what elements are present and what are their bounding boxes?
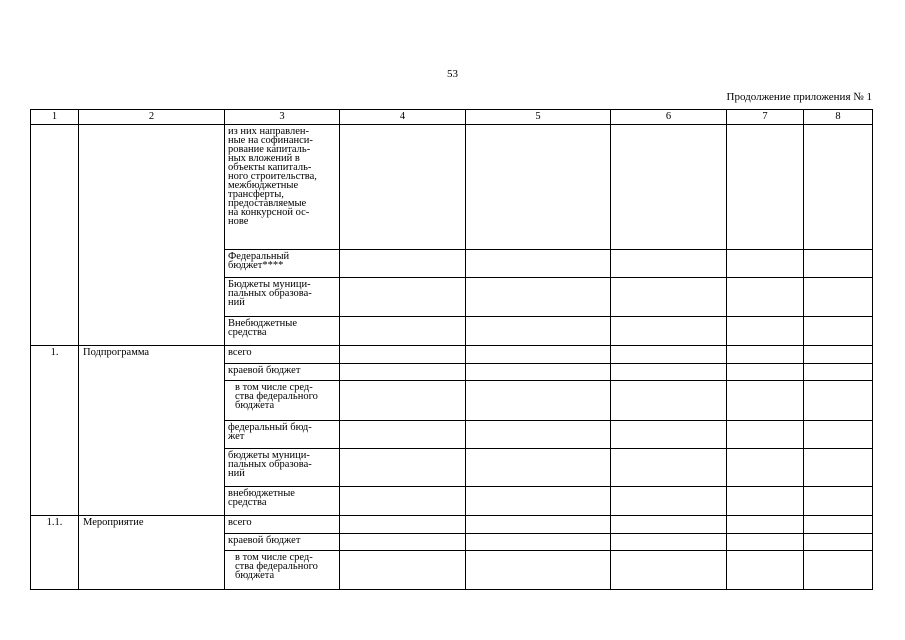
funding-source-cell: всего xyxy=(225,516,340,534)
column-header: 8 xyxy=(804,110,873,125)
table-header-row xyxy=(31,110,873,125)
row-name-cell: Подпрограмма xyxy=(79,346,225,516)
row-number-cell: 1.1. xyxy=(31,516,79,590)
table-row xyxy=(31,516,873,534)
funding-source-cell: в том числе сред- ства федерального бюджета xyxy=(225,551,340,590)
funding-source-cell: федеральный бюд- жет xyxy=(225,421,340,449)
funding-source-cell: Бюджеты муници- пальных образова- ний xyxy=(225,278,340,317)
funding-source-cell: краевой бюджет xyxy=(225,364,340,381)
column-header: 1 xyxy=(31,110,79,125)
row-name-cell: Мероприятие xyxy=(79,516,225,590)
row-name-cell xyxy=(79,125,225,346)
column-header: 3 xyxy=(225,110,340,125)
funding-source-cell: внебюджетные средства xyxy=(225,487,340,516)
row-number-cell: 1. xyxy=(31,346,79,516)
column-header: 7 xyxy=(727,110,804,125)
table-row xyxy=(31,346,873,364)
column-header: 5 xyxy=(466,110,611,125)
table-row xyxy=(31,125,873,250)
column-header: 6 xyxy=(611,110,727,125)
appendix-continuation-note: Продолжение приложения № 1 xyxy=(726,91,872,103)
funding-source-cell: Внебюджетные средства xyxy=(225,317,340,346)
funding-source-cell: Федеральный бюджет**** xyxy=(225,250,340,278)
funding-source-cell: краевой бюджет xyxy=(225,534,340,551)
funding-source-cell: из них направлен- ные на софинанси- рование капиталь- ных вложений в объекты капиталь- ного строительства, межбюджетные трансферты, предоставляемые на конкурсной ос- нове xyxy=(225,125,340,250)
funding-source-cell: бюджеты муници- пальных образова- ний xyxy=(225,449,340,487)
column-header: 4 xyxy=(340,110,466,125)
funding-source-cell: в том числе сред- ства федерального бюджета xyxy=(225,381,340,421)
row-number-cell xyxy=(31,125,79,346)
page-number: 53 xyxy=(447,68,458,80)
column-header: 2 xyxy=(79,110,225,125)
funding-source-cell: всего xyxy=(225,346,340,364)
budget-table xyxy=(30,109,873,590)
